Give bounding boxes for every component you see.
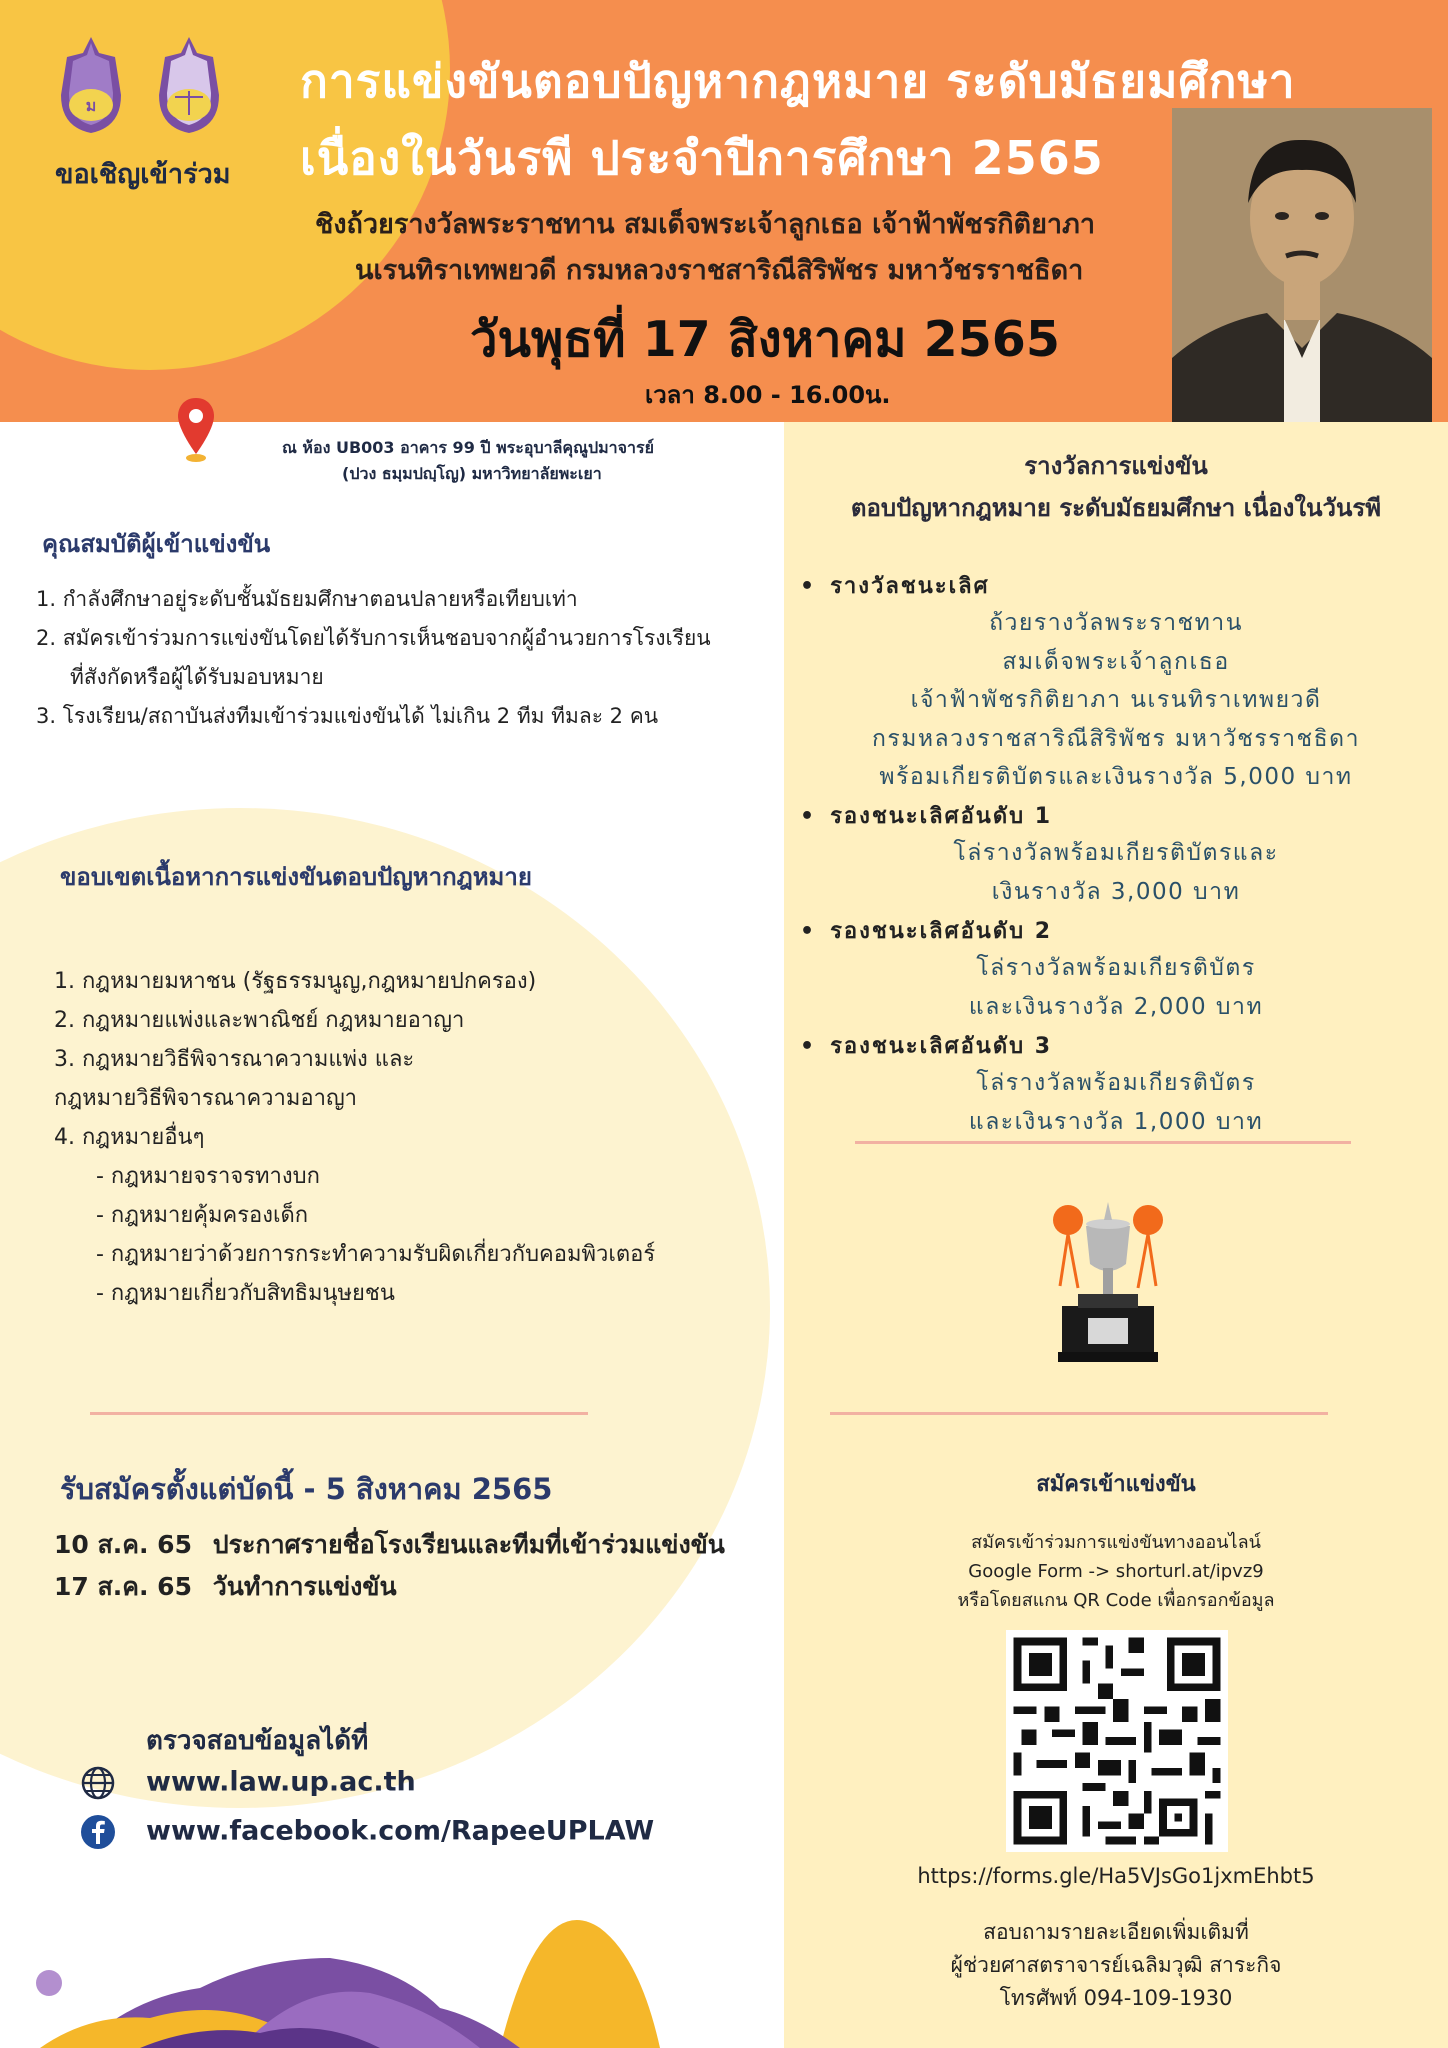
list-item: กฎหมายวิธีพิจารณาความอาญา [54,1086,358,1111]
facebook-link[interactable]: www.facebook.com/RapeeUPLAW [146,1815,655,1847]
second-runner-up-title: • รองชนะเลิศอันดับ 2 [800,913,1052,948]
list-item: 3. โรงเรียน/สถาบันส่งทีมเข้าร่วมแข่งขันได้ ไม่เกิน 2 ทีม ทีมละ 2 คน [36,704,659,728]
contact-line: สอบถามรายละเอียดเพิ่มเติมที่ [983,1920,1249,1944]
contact-phone: โทรศัพท์ 094-109-1930 [999,1986,1233,2010]
invite-text: ขอเชิญเข้าร่วม [55,159,231,190]
prize-line: และเงินรางวัล 1,000 บาท [968,1108,1264,1135]
contact-info [784,1916,1448,2015]
winner-title: • รางวัลชนะเลิศ [800,568,990,603]
event-subtitle-line2: นเรนทิราเทพยวดี กรมหลวงราชสาริณีสิริพัชร มหาวัชรราชธิดา [355,255,1084,286]
prize-line: โล่รางวัลพร้อมเกียรติบัตร [976,1070,1256,1096]
globe-icon [80,1765,116,1801]
venue-line1: ณ ห้อง UB003 อาคาร 99 ปี พระอุบาลีคุณูปมาจารย์ [282,438,654,457]
prize-line: พร้อมเกียรติบัตรและเงินรางวัล 5,000 บาท [879,764,1353,790]
prize-line: เจ้าฟ้าพัชรกิติยาภา นเรนทิราเทพยวดี [910,687,1322,713]
university-logo [61,37,121,133]
prize-line: เงินรางวัล 3,000 บาท [991,878,1241,905]
decorative-hills [0,1888,700,2048]
contact-line: ผู้ช่วยศาสตราจารย์เฉลิมวุฒิ สาระกิจ [950,1953,1282,1977]
sub-list-item: - กฎหมายว่าด้วยการกระทำความรับผิดเกี่ยวกับคอมพิวเตอร์ [96,1242,656,1267]
prize-line: ถ้วยรางวัลพระราชทาน [989,610,1243,636]
location-pin-icon [176,396,216,464]
list-item: 3. กฎหมายวิธีพิจารณาความแพ่ง และ [54,1047,415,1072]
apply-line: สมัครเข้าร่วมการแข่งขันทางออนไลน์ [971,1532,1261,1553]
timeline-row [54,1524,725,1566]
facebook-icon [80,1814,116,1850]
prize-line: สมเด็จพระเจ้าลูกเธอ [1002,648,1230,675]
list-item: 1. กฎหมายมหาชน (รัฐธรรมนูญ,กฎหมายปกครอง) [54,969,537,994]
event-date: วันพุธที่ 17 สิงหาคม 2565 [470,311,1060,368]
registration-heading: รับสมัครตั้งแต่บัดนี้ - 5 สิงหาคม 2565 [60,1472,553,1506]
list-item: ที่สังกัดหรือผู้ได้รับมอบหมาย [70,665,324,689]
apply-line: หรือโดยสแกน QR Code เพื่อกรอกข้อมูล [957,1590,1275,1611]
facebook-row[interactable] [80,1814,654,1850]
event-subtitle-line1: ชิงถ้วยรางวัลพระราชทาน สมเด็จพระเจ้าลูกเธอ เจ้าฟ้าพัชรกิติยาภา [315,209,1096,240]
website-row[interactable] [80,1765,416,1801]
timeline [54,1524,725,1608]
portrait-photo [1172,108,1432,422]
apply-heading: สมัครเข้าแข่งขัน [1036,1472,1196,1497]
form-url-link[interactable]: https://forms.gle/Ha5VJsGo1jxmEhbt5 [917,1864,1315,1888]
venue-line2: (ปวง ธมฺมปญฺโญ) มหาวิทยาลัยพะเยา [342,464,602,483]
prize-line: โล่รางวัลพร้อมเกียรติบัตร [976,955,1256,981]
third-runner-up-description [784,1064,1448,1141]
qualifications-heading: คุณสมบัติผู้เข้าแข่งขัน [42,530,271,558]
timeline-date: 10 ส.ค. 65 [54,1530,192,1559]
divider [855,1141,1351,1144]
list-item: 4. กฎหมายอื่นๆ [54,1125,205,1150]
second-runner-up-description [784,949,1448,1026]
timeline-date: 17 ส.ค. 65 [54,1572,192,1601]
list-item: 2. กฎหมายแพ่งและพาณิชย์ กฎหมายอาญา [54,1008,465,1033]
qr-code[interactable] [1006,1630,1228,1852]
apply-line[interactable]: Google Form -> shorturl.at/ipvz9 [968,1561,1264,1582]
scope-list [54,962,774,1313]
list-item: 1. กำลังศึกษาอยู่ระดับชั้นมัธยมศึกษาตอนปลายหรือเทียบเท่า [36,587,578,611]
prize-line: และเงินรางวัล 2,000 บาท [968,993,1264,1020]
divider [830,1412,1328,1415]
event-title-line2: เนื่องในวันรพี ประจำปีการศึกษา 2565 [300,131,1104,185]
svg-text:ม: ม [85,96,97,115]
info-heading: ตรวจสอบข้อมูลได้ที่ [146,1726,369,1756]
sub-list-item: - กฎหมายจราจรทางบก [96,1164,320,1189]
first-runner-up-description [784,834,1448,911]
university-logos [55,35,235,135]
timeline-event: วันทำการแข่งขัน [212,1572,397,1601]
prize-heading-line2: ตอบปัญหากฎหมาย ระดับมัธยมศึกษา เนื่องในวันรพี [850,494,1382,522]
list-item: 2. สมัครเข้าร่วมการแข่งขันโดยได้รับการเห็นชอบจากผู้อำนวยการโรงเรียน [36,626,711,650]
event-title-line1: การแข่งขันตอบปัญหากฎหมาย ระดับมัธยมศึกษา [300,54,1296,108]
divider [90,1412,588,1415]
apply-instructions [784,1528,1448,1615]
scope-heading: ขอบเขตเนื้อหาการแข่งขันตอบปัญหากฎหมาย [60,863,532,891]
trophy-icon [1048,1186,1168,1371]
event-time: เวลา 8.00 - 16.00น. [645,381,891,409]
third-runner-up-title: • รองชนะเลิศอันดับ 3 [800,1028,1052,1063]
timeline-row [54,1566,725,1608]
prize-heading-line1: รางวัลการแข่งขัน [1024,452,1208,480]
sub-list-item: - กฎหมายคุ้มครองเด็ก [96,1203,309,1228]
law-faculty-logo [159,37,219,133]
sub-list-item: - กฎหมายเกี่ยวกับสิทธิมนุษยชน [96,1281,395,1306]
first-runner-up-title: • รองชนะเลิศอันดับ 1 [800,798,1052,833]
website-link[interactable]: www.law.up.ac.th [146,1766,416,1798]
timeline-event: ประกาศรายชื่อโรงเรียนและทีมที่เข้าร่วมแข่งขัน [212,1530,725,1559]
prize-line: โล่รางวัลพร้อมเกียรติบัตรและ [953,840,1279,866]
winner-description [784,604,1448,797]
qualifications-list [36,580,766,736]
prize-line: กรมหลวงราชสาริณีสิริพัชร มหาวัชรราชธิดา [871,725,1361,752]
